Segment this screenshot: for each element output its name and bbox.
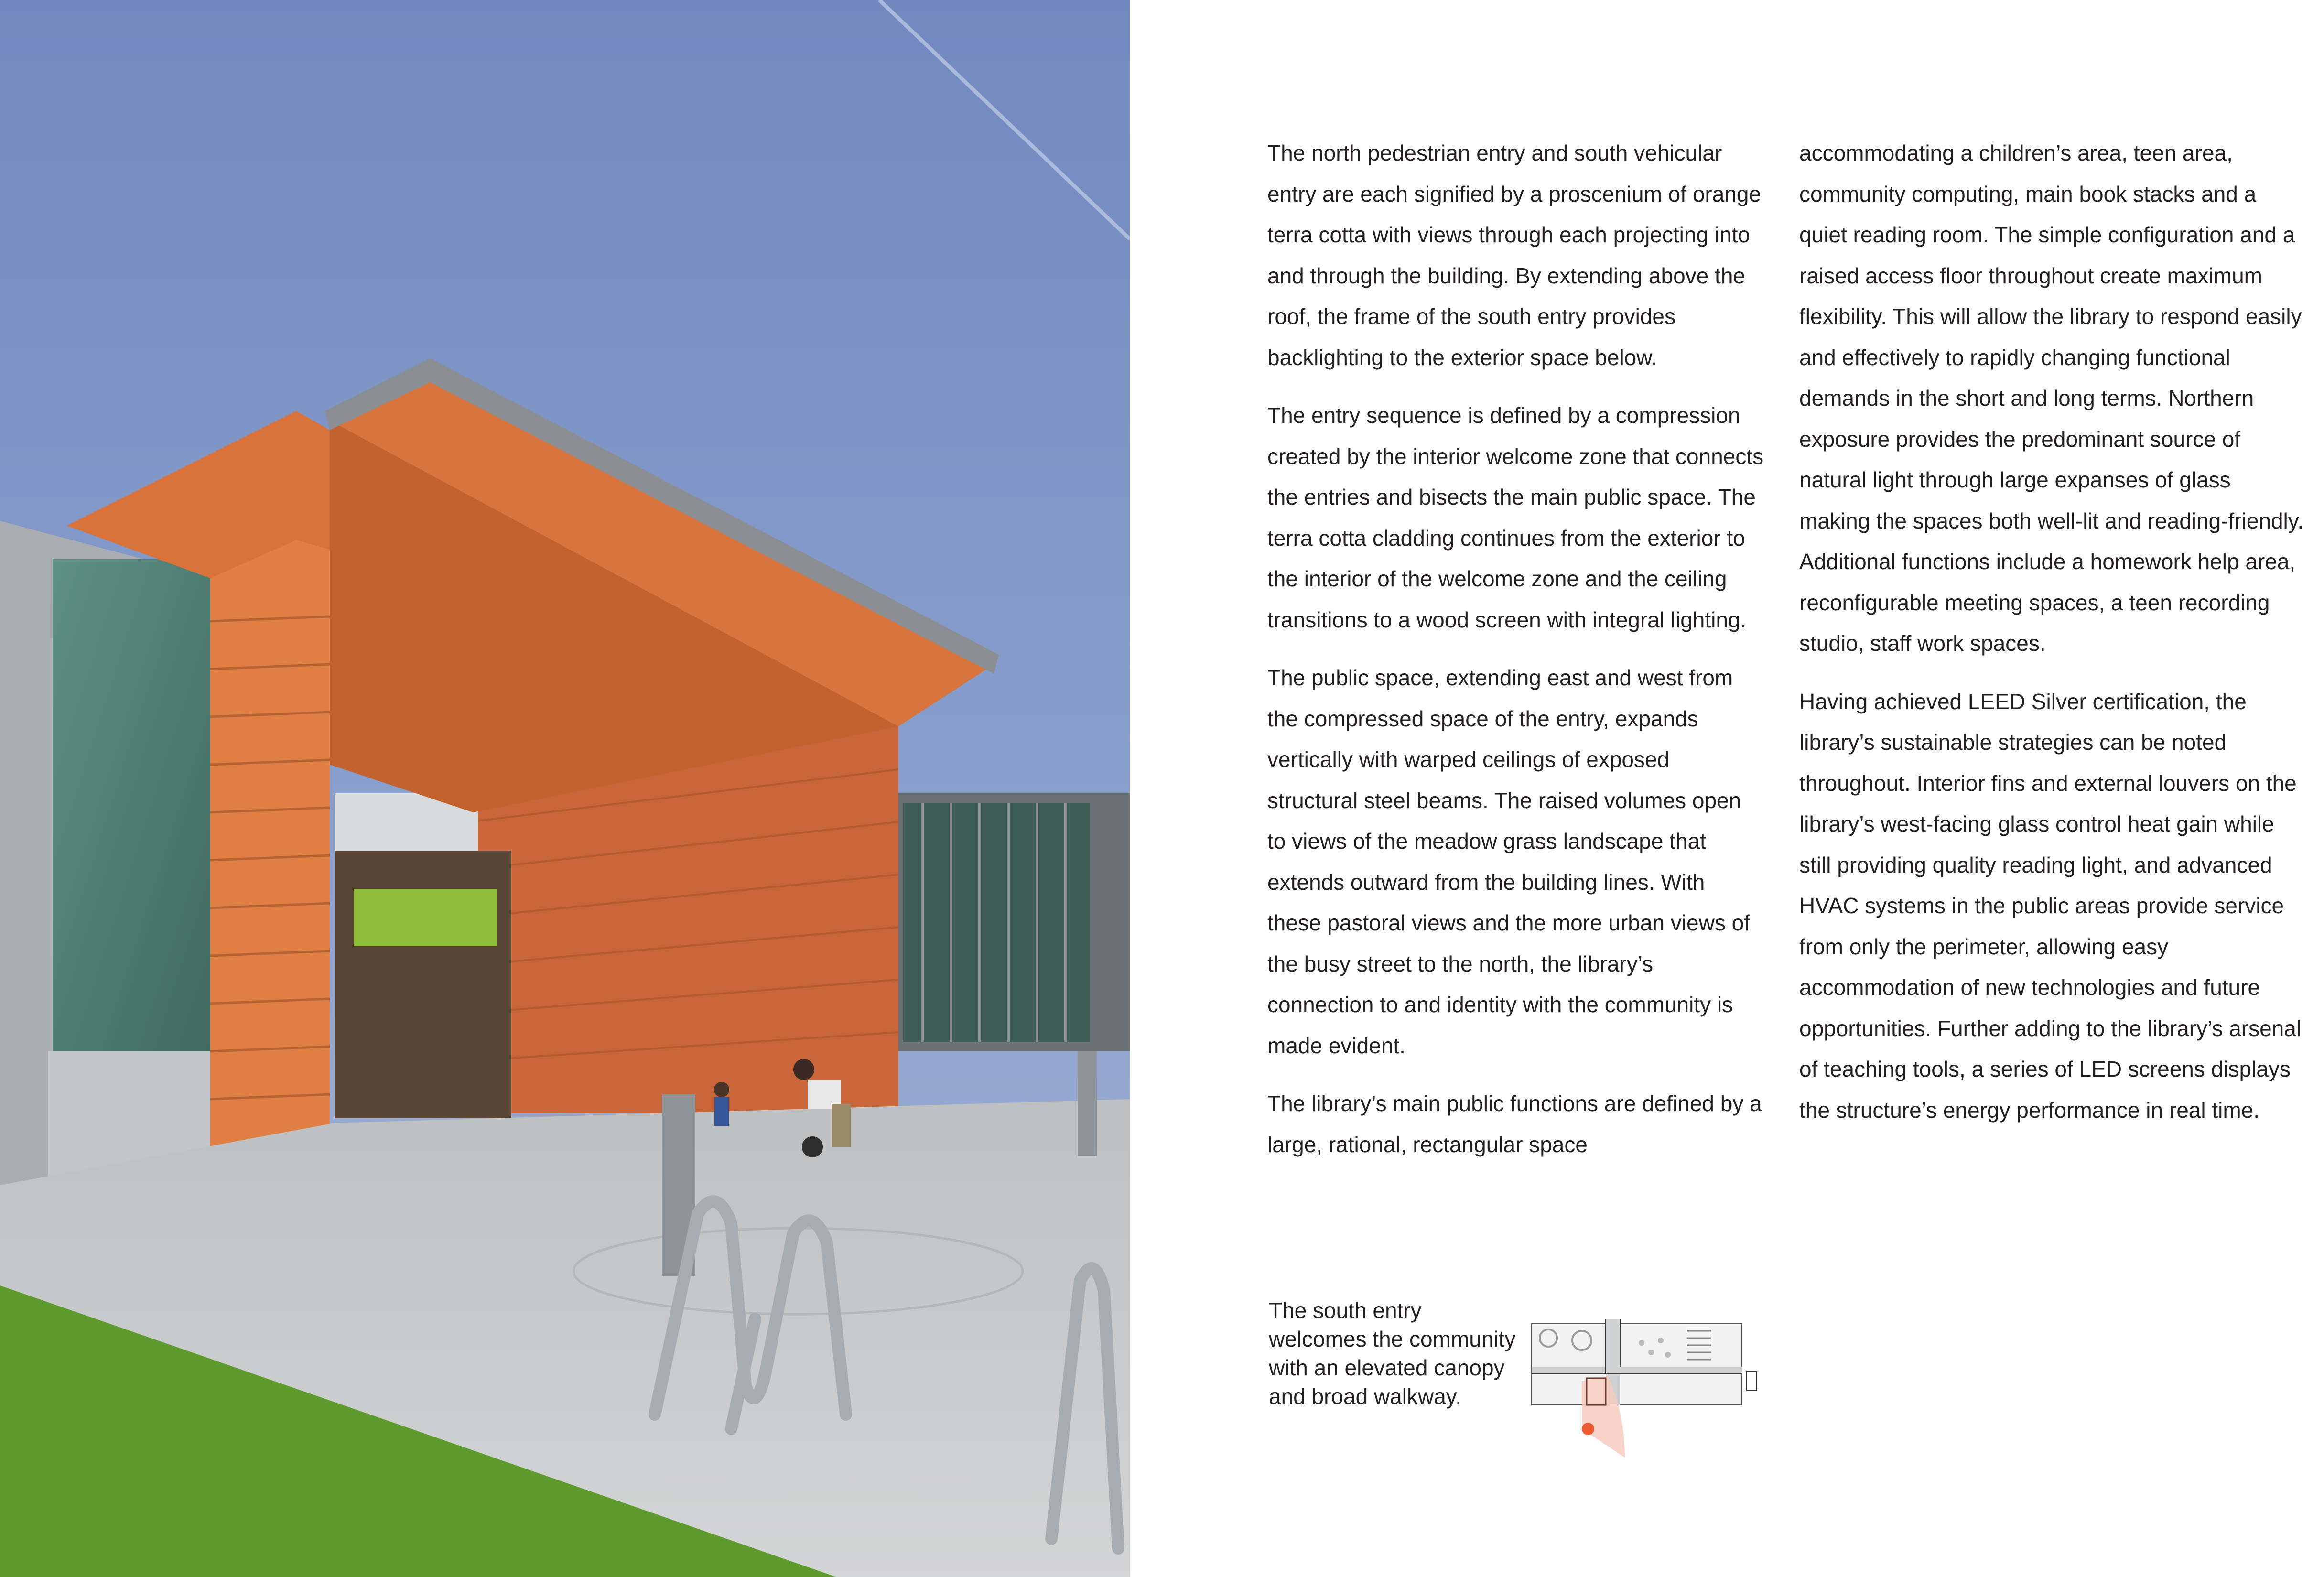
paragraph-entry-sequence: The entry sequence is defined by a compression created by the interior welcome zone that connects the entries and bisects the main public space. The terra cotta cladding continues from the exterior to the interior of the welcome zone and the ceiling transitions to a wood screen with integral lighting. — [1267, 403, 1764, 632]
paragraph-entries: The north pedestrian entry and south vehicular entry are each signified by a proscenium of orange terra cotta with views through each projecting into and through the building. By extending above the roof, the frame of the south entry provides backlighting to the exterior space below. — [1267, 140, 1762, 370]
viewpoint-marker-icon — [1582, 1423, 1594, 1435]
key-plan-diagram — [1529, 1319, 1759, 1460]
photo-caption: The south entry welcomes the community with an elevated canopy and broad walkway. — [1269, 1298, 1516, 1409]
body-text-column-right — [1799, 133, 2306, 1148]
paragraph-configuration: accommodating a children’s area, teen area, community computing, main book stacks and a quiet reading room. The simple configuration and a raised access floor throughout create maximum flexibility. This will allow the library to respond easily and effectively to rapidly changing functional demands in the short and long terms. Northern exposure provides the predominant source of natural light through large expanses of glass making the spaces both well-lit and reading-friendly. Additional functions include a homework help area, reconfigurable meeting spaces, a teen recording studio, staff work spaces. — [1799, 140, 2304, 656]
paragraph-leed: Having achieved LEED Silver certification, the library’s sustainable strategies can be noted throughout. Interior fins and external louvers on the library’s west-facing glass control heat gain while still providing quality reading light, and advanced HVAC systems in the public areas provide service from only the perimeter, allowing easy accommodation of new technologies and future opportunities. Further adding to the library’s arsenal of teaching tools, a series of LED screens displays the structure’s energy performance in real time. — [1799, 689, 2302, 1123]
body-text-column-left — [1267, 133, 1764, 1182]
paragraph-main-functions: The library’s main public functions are defined by a large, rational, rectangular space — [1267, 1091, 1762, 1157]
entry-photograph — [0, 0, 1130, 1577]
paragraph-public-space: The public space, extending east and west from the compressed space of the entry, expands vertically with warped ceilings of exposed structural steel beams. The raised volumes open to views of the meadow grass landscape that extends outward from the building lines. With these pastoral views and the more urban views of the busy street to the north, the library’s connection to and identity with the community is made evident. — [1267, 665, 1750, 1058]
